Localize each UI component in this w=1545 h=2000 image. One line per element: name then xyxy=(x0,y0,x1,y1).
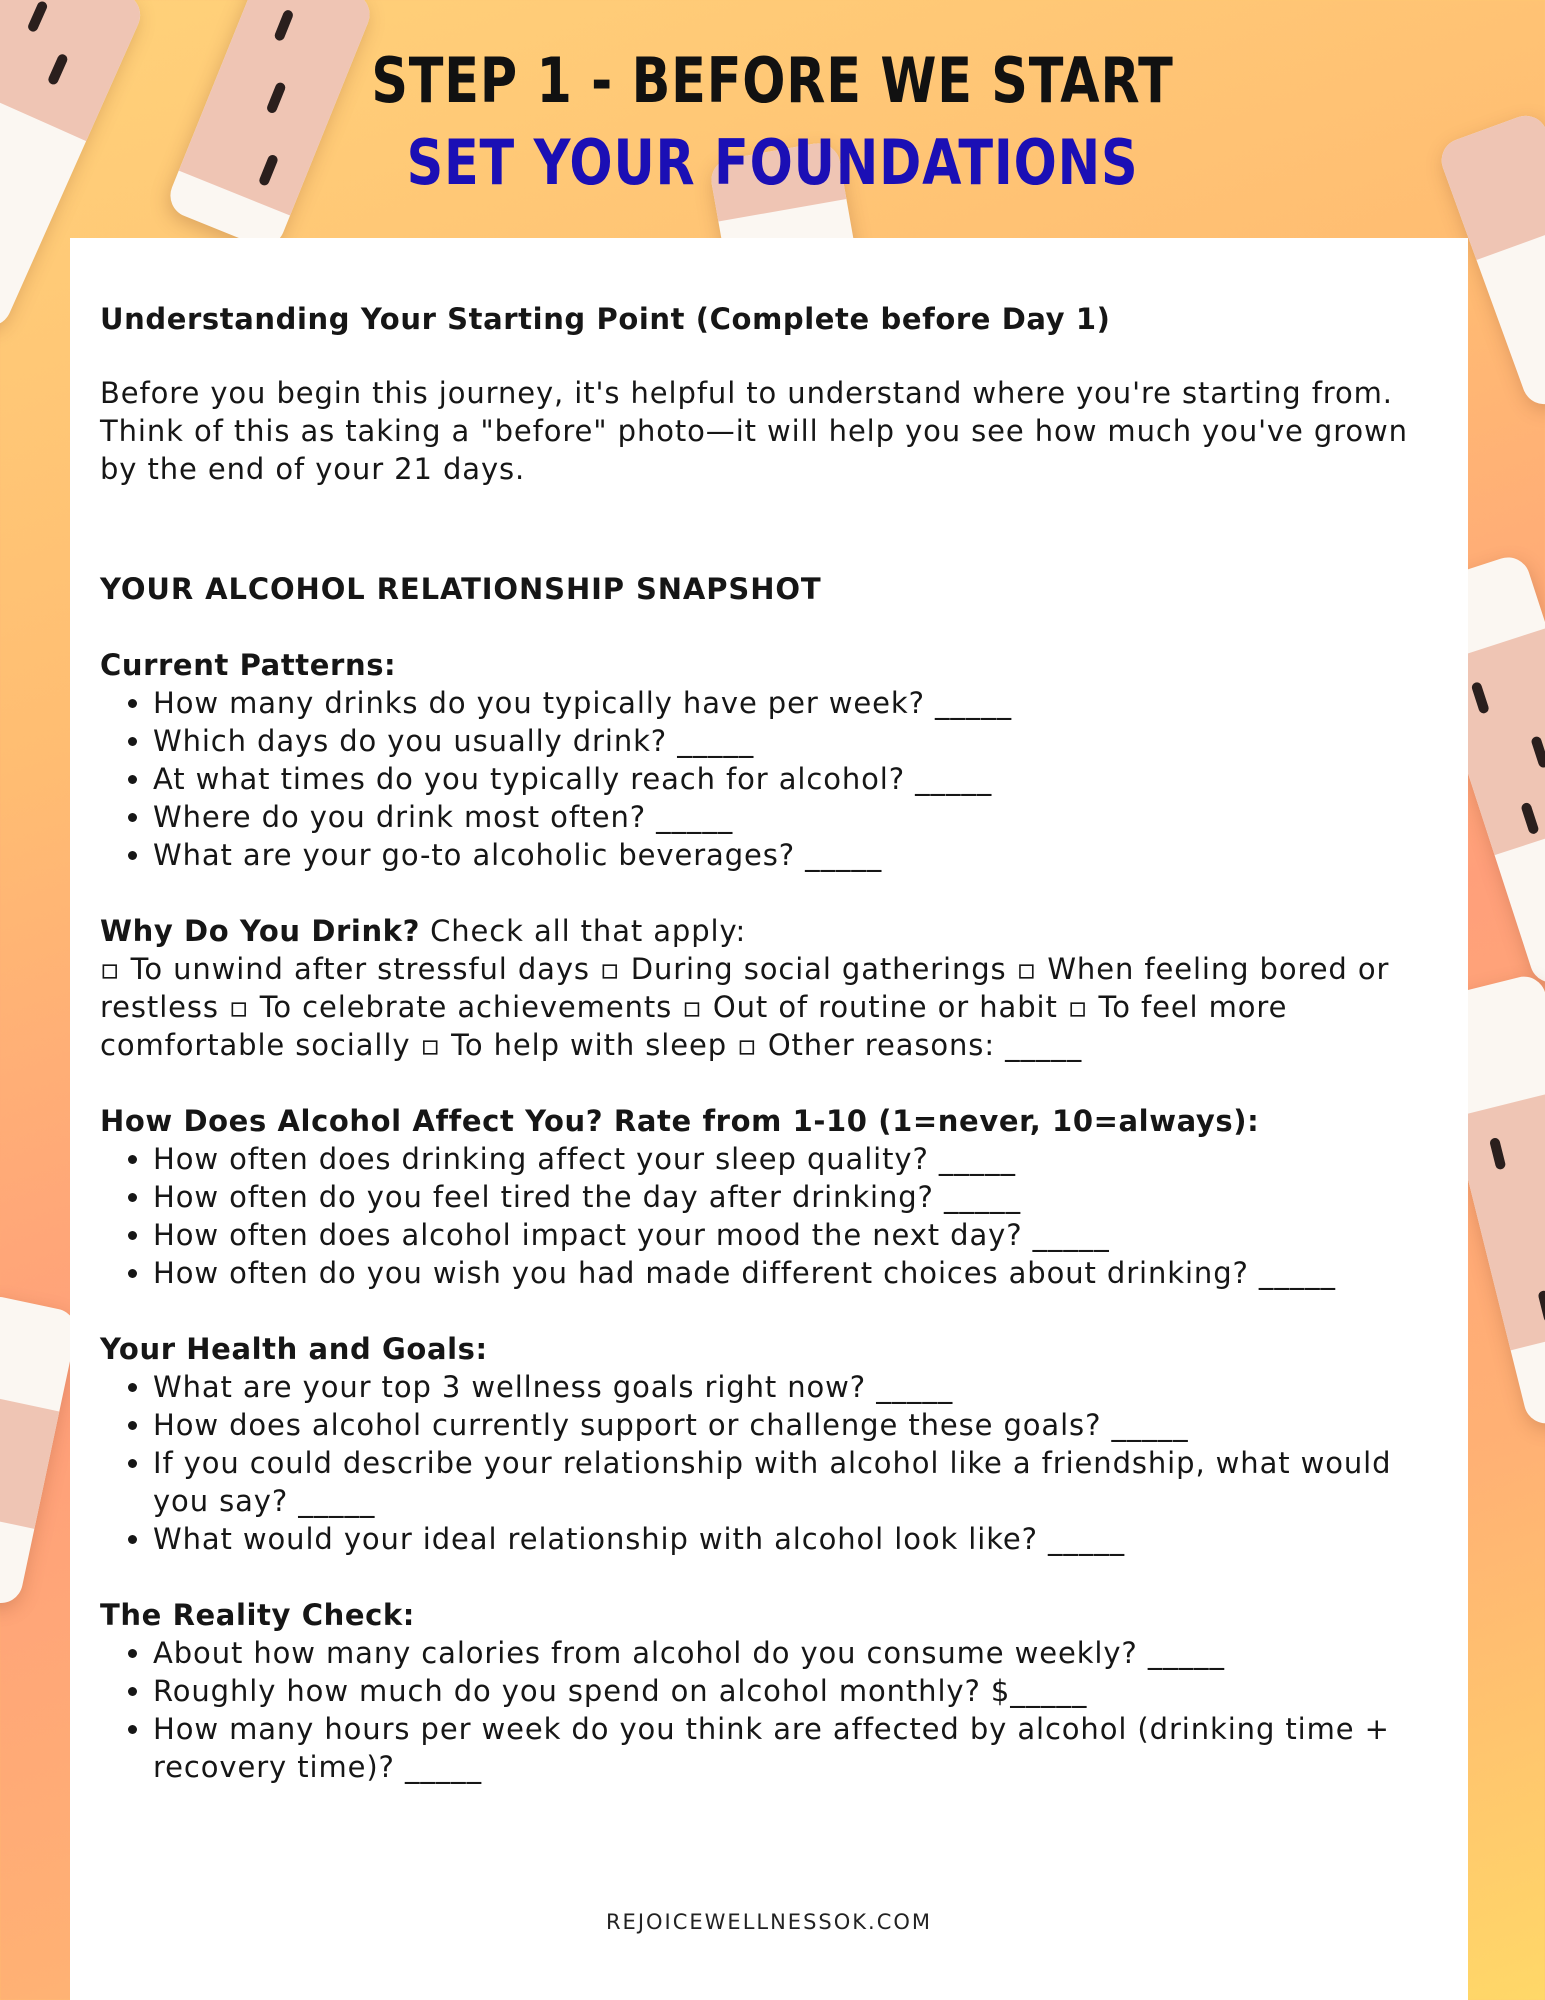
reality-check-list xyxy=(100,1634,1438,1786)
health-goals-list xyxy=(100,1368,1438,1558)
list-item: • Where do you drink most often? _____ xyxy=(153,798,1438,836)
list-item: • About how many calories from alcohol do you consume weekly? _____ xyxy=(153,1634,1438,1672)
reality-check-heading: The Reality Check: xyxy=(100,1598,415,1632)
snapshot-heading: YOUR ALCOHOL RELATIONSHIP SNAPSHOT xyxy=(100,572,822,606)
list-item: • How often do you wish you had made different choices about drinking? _____ xyxy=(153,1254,1438,1292)
title-step: STEP 1 - BEFORE WE START xyxy=(371,44,1174,117)
footer-website: REJOICEWELLNESSOK.COM xyxy=(605,1910,933,1934)
current-patterns-list xyxy=(100,684,1438,874)
list-item: • What would your ideal relationship with alcohol look like? _____ xyxy=(153,1520,1438,1558)
intro-heading: Understanding Your Starting Point (Complete before Day 1) xyxy=(100,302,1111,336)
why-drink-heading xyxy=(100,912,1438,950)
affect-list xyxy=(100,1140,1438,1292)
current-patterns-heading: Current Patterns: xyxy=(100,648,397,682)
why-drink-title: Why Do You Drink? xyxy=(100,914,420,948)
list-item: • Roughly how much do you spend on alcohol monthly? $_____ xyxy=(153,1672,1438,1710)
list-item: • If you could describe your relationship with alcohol like a friendship, what would you say? _____ xyxy=(153,1444,1438,1520)
list-item: • How often do you feel tired the day after drinking? _____ xyxy=(153,1178,1438,1216)
worksheet-card xyxy=(70,238,1468,2000)
health-goals-heading: Your Health and Goals: xyxy=(100,1332,488,1366)
page-header xyxy=(0,40,1545,204)
why-drink-options: ▫ To unwind after stressful days ▫ During social gatherings ▫ When feeling bored or restless ▫ To celebrate achievements ▫ Out of routine or habit ▫ To feel more comfortable socially ▫ To help with sleep ▫ Other reasons: _____ xyxy=(100,952,1390,1062)
list-item: • What are your top 3 wellness goals right now? _____ xyxy=(153,1368,1438,1406)
title-foundations: SET YOUR FOUNDATIONS xyxy=(406,126,1139,199)
list-item: • How often does alcohol impact your mood the next day? _____ xyxy=(153,1216,1438,1254)
why-drink-instruction: Check all that apply: xyxy=(420,914,747,948)
list-item: • At what times do you typically reach for alcohol? _____ xyxy=(153,760,1438,798)
list-item: • What are your go-to alcoholic beverages? _____ xyxy=(153,836,1438,874)
intro-paragraph: Before you begin this journey, it's helpful to understand where you're starting from. Think of this as taking a "before" photo—it will help you see how much you've grown by the end of your 21 days. xyxy=(100,376,1408,486)
list-item: • How many hours per week do you think are affected by alcohol (drinking time + recovery time)? _____ xyxy=(153,1710,1438,1786)
list-item: • How does alcohol currently support or challenge these goals? _____ xyxy=(153,1406,1438,1444)
list-item: • How often does drinking affect your sleep quality? _____ xyxy=(153,1140,1438,1178)
list-item: • How many drinks do you typically have per week? _____ xyxy=(153,684,1438,722)
affect-heading: How Does Alcohol Affect You? Rate from 1-10 (1=never, 10=always): xyxy=(100,1104,1260,1138)
background-domino-left-lower xyxy=(0,1293,80,1607)
list-item: • Which days do you usually drink? _____ xyxy=(153,722,1438,760)
